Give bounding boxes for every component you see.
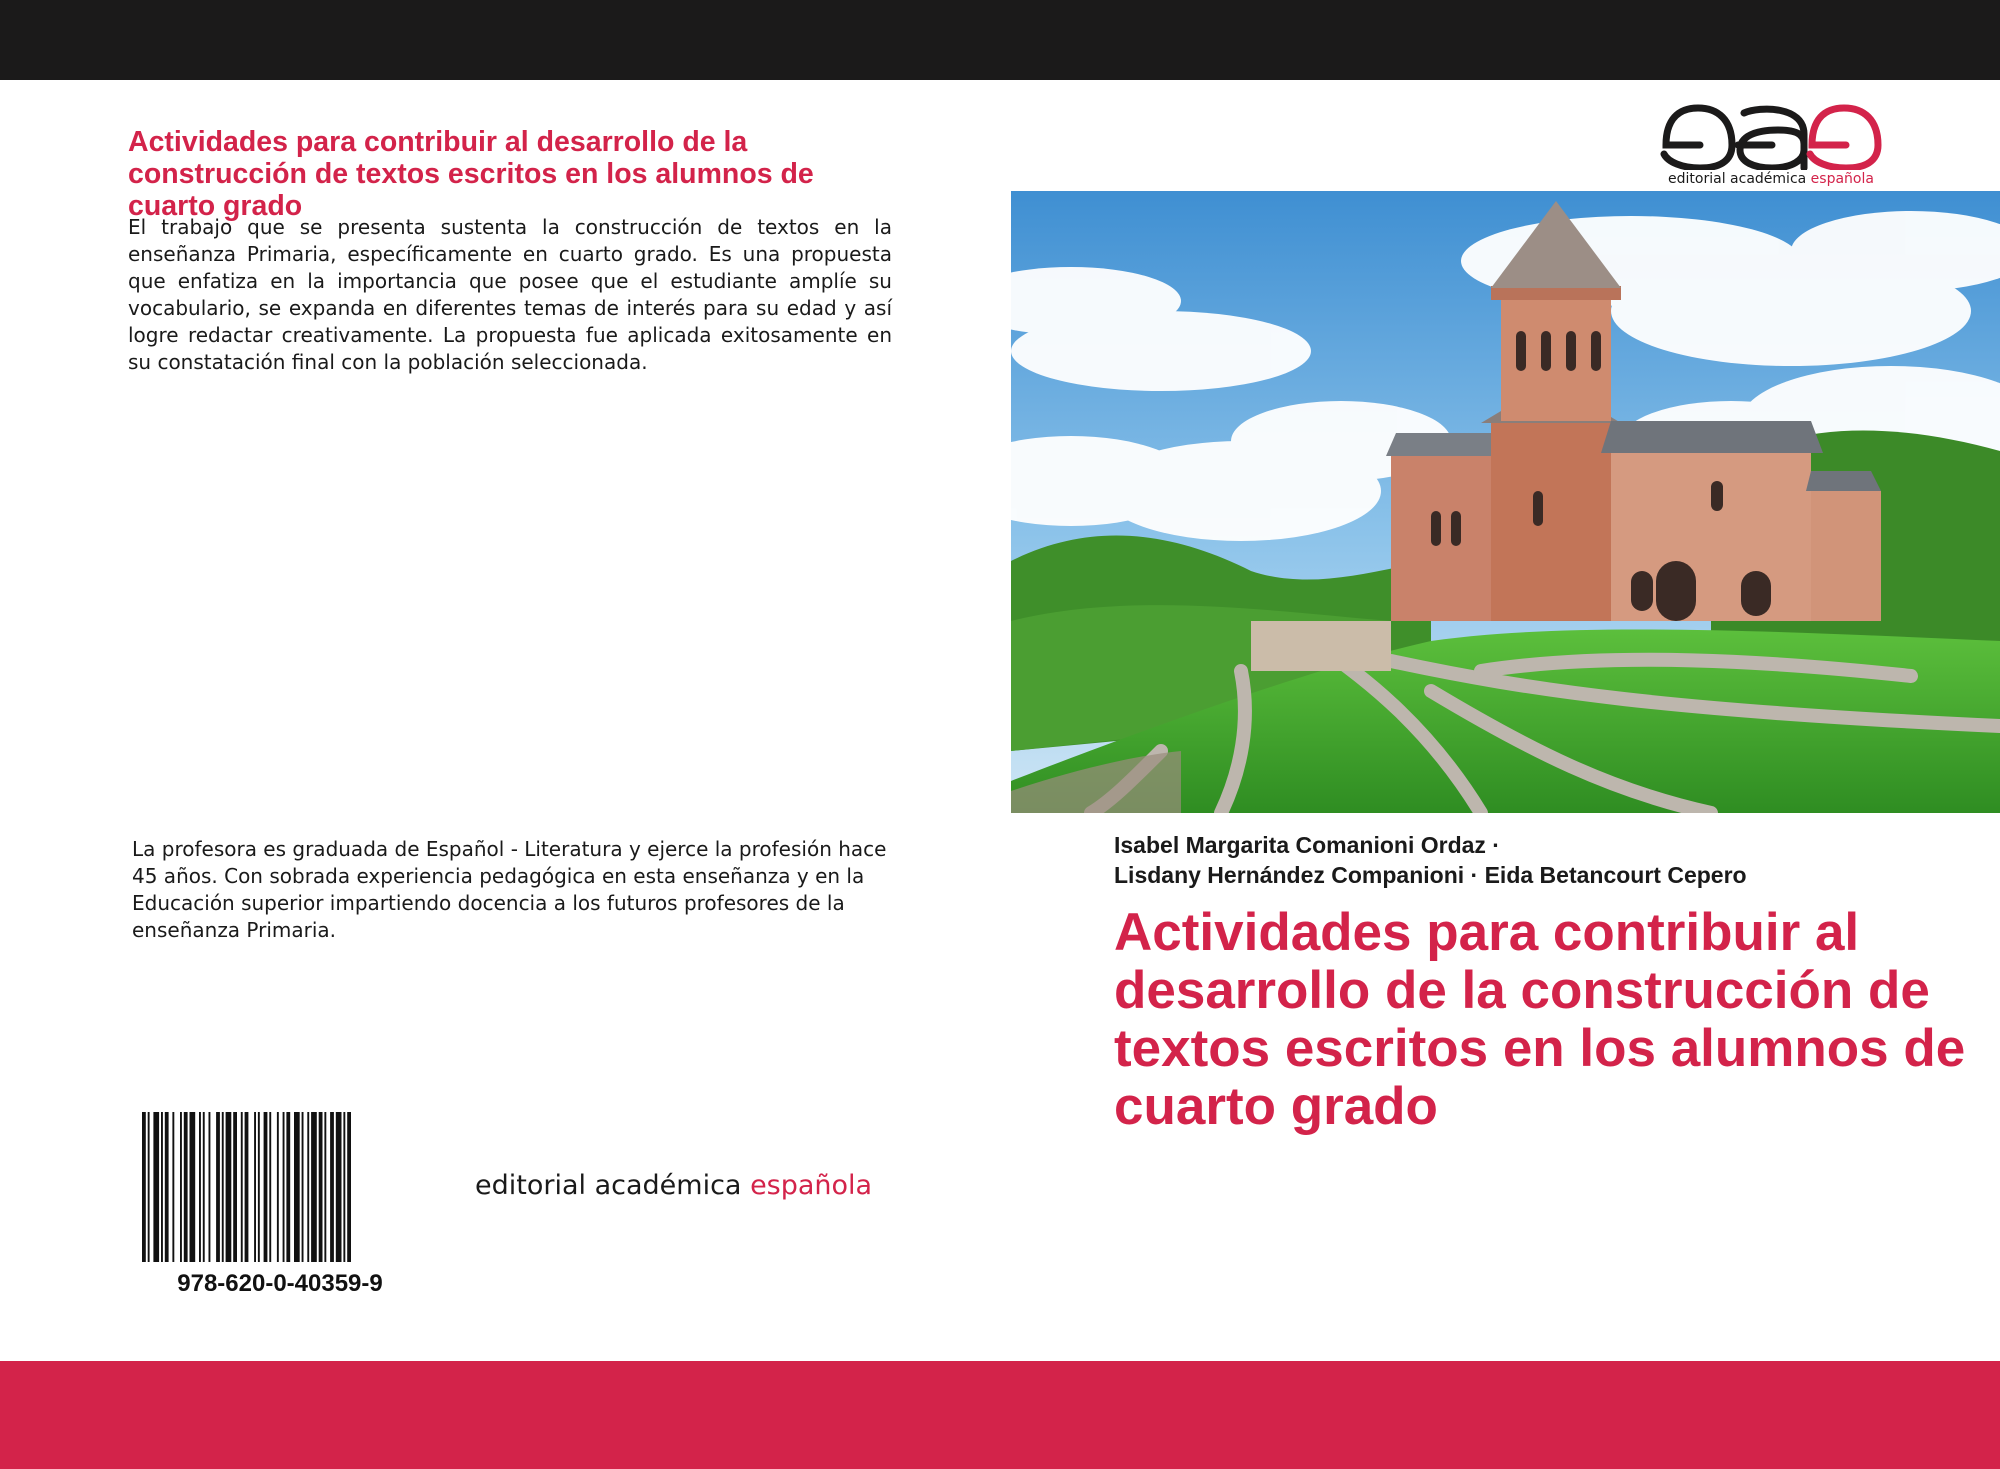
logo-caption-main: editorial académica [1668,171,1807,187]
front-cover-title: Actividades para contribuir al desarrollo de la construcción de textos escritos en los alumnos de cuarto grado [1114,903,1966,1136]
eae-logo-icon [1660,98,1882,170]
back-cover-title: Actividades para contribuir al desarrollo de la construcción de textos escritos en los alumnos de cuarto grado [128,126,814,222]
back-publisher-main: editorial académica [475,1170,742,1201]
back-publisher-name [475,1170,872,1201]
top-band [0,0,2000,80]
barcode-icon [140,1112,420,1267]
publisher-logo [1660,98,1882,190]
authors-line-1: Isabel Margarita Comanioni Ordaz · [1114,832,1500,858]
authors [1114,830,1994,890]
logo-caption [1660,171,1882,187]
back-publisher-accent: española [750,1170,873,1201]
cover-photo-monastery [1011,191,2000,813]
isbn-barcode [140,1112,420,1302]
back-cover-blurb: El trabajo que se presenta sustenta la construcción de textos en la enseñanza Primaria, específicamente en cuarto grado. Es una propuesta que enfatiza en la importancia que posee que el estudiante amplíe su vocabulario, se expanda en diferentes temas de interés para su edad y así logre redactar creativamente. La propuesta fue aplicada exitosamente en su constatación final con la población seleccionada. [128,215,892,374]
bottom-band [0,1361,2000,1469]
logo-caption-accent: española [1810,171,1874,187]
authors-line-2: Lisdany Hernández Companioni · Eida Betancourt Cepero [1114,862,1747,888]
author-bio: La profesora es graduada de Español - Literatura y ejerce la profesión hace 45 años. Con sobrada experiencia pedagógica en esta enseñanza y en la Educación superior impartiendo docencia a los futuros profesores de la enseñanza Primaria. [132,837,887,942]
isbn-number: 978-620-0-40359-9 [177,1270,383,1297]
church-landscape-image [1011,191,2000,813]
